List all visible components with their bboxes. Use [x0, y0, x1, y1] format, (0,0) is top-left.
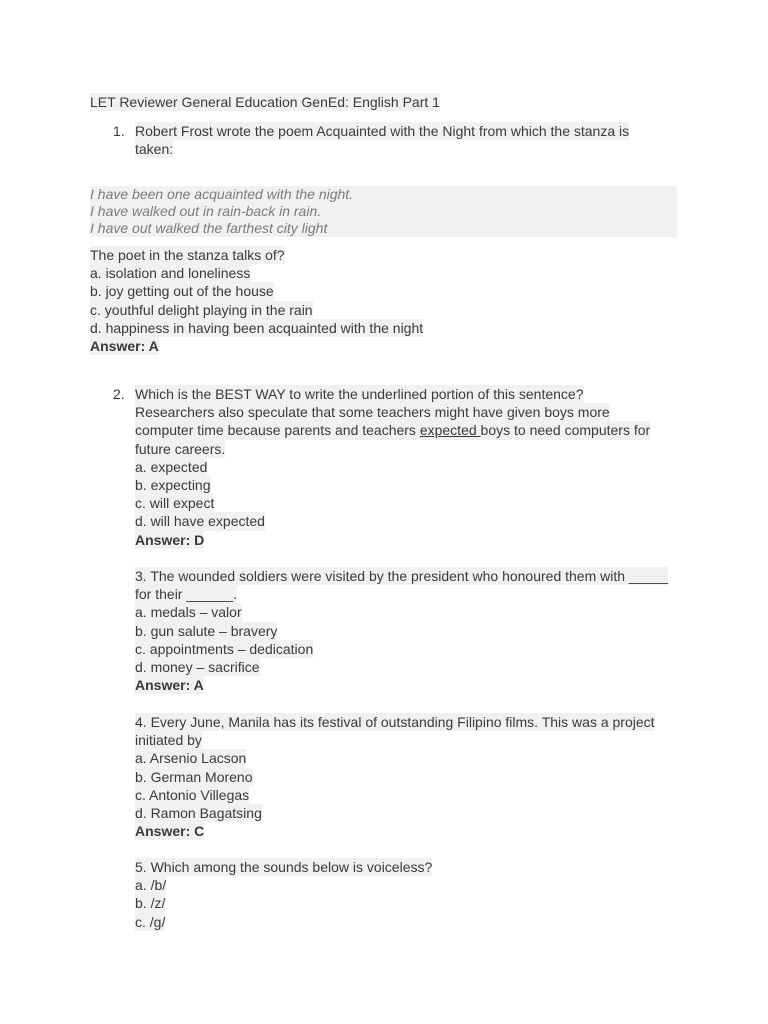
q1-option: a. isolation and loneliness: [90, 265, 251, 282]
q2-underlined-portion: expected: [419, 422, 481, 439]
q3-option: c. appointments – dedication: [135, 640, 314, 657]
q1-body: [90, 246, 423, 355]
q1-text-line: Robert Frost wrote the poem Acquainted with the Night from which the stanza is: [135, 123, 630, 139]
q4-option: c. Antonio Villegas: [135, 786, 250, 803]
q4-answer: Answer: C: [135, 823, 205, 840]
poem-line: I have walked out in rain-back in rain.: [90, 203, 322, 219]
q4-text-line: 4. Every June, Manila has its festival of outstanding Filipino films. This was a project: [135, 714, 655, 730]
q5-option: a. /b/: [135, 877, 167, 894]
q2-text-line: future careers.: [135, 440, 226, 457]
q2-text-line: Which is the BEST WAY to write the underlined portion of this sentence?: [135, 386, 584, 402]
q2-body: [135, 385, 650, 549]
q2-text-line: [135, 421, 650, 439]
q1-prompt: The poet in the stanza talks of?: [90, 247, 285, 263]
q1-option: c. youthful delight playing in the rain: [90, 301, 313, 318]
q2-answer: Answer: D: [135, 531, 205, 548]
poem-line: I have been one acquainted with the night.: [90, 186, 354, 202]
q4-body: [135, 713, 655, 840]
q3-option: b. gun salute – bravery: [135, 622, 278, 639]
q1-poem-stanza: [90, 186, 677, 237]
document-title: LET Reviewer General Education GenEd: English Part 1: [90, 94, 440, 110]
q4-option: d. Ramon Bagatsing: [135, 805, 262, 822]
q5-option: b. /z/: [135, 895, 166, 912]
q4-option: a. Arsenio Lacson: [135, 750, 247, 767]
q2-option: b. expecting: [135, 477, 211, 494]
q3-text-line: for their ______.: [135, 586, 237, 603]
q2-option: a. expected: [135, 458, 208, 475]
q3-answer: Answer: A: [135, 677, 204, 694]
q3-option: a. medals – valor: [135, 604, 242, 621]
q3-text-line: 3. The wounded soldiers were visited by the president who honoured them with _____: [135, 568, 668, 584]
q1-option: b. joy getting out of the house: [90, 283, 274, 300]
poem-line: I have out walked the farthest city light: [90, 220, 328, 236]
q2-text-line: Researchers also speculate that some teachers might have given boys more: [135, 404, 610, 421]
q2-number: 2.: [113, 386, 125, 402]
q1-number: 1.: [113, 123, 125, 139]
q1-answer: Answer: A: [90, 338, 159, 355]
q3-body: [135, 567, 668, 694]
q4-text-line: initiated by: [135, 732, 202, 749]
q2-option: d. will have expected: [135, 513, 265, 530]
q2-text-before: computer time because parents and teachers: [135, 422, 420, 439]
q4-option: b. German Moreno: [135, 768, 253, 785]
q5-option: c. /g/: [135, 913, 166, 930]
q5-body: [135, 858, 432, 931]
q3-option: d. money – sacrifice: [135, 659, 260, 676]
q1-text-line: taken:: [135, 141, 174, 158]
q2-option: c. will expect: [135, 495, 215, 512]
q1-option: d. happiness in having been acquainted with the night: [90, 319, 424, 336]
q1-question-text: [135, 122, 629, 158]
q2-text-after: boys to need computers for: [480, 422, 651, 439]
q5-text-line: 5. Which among the sounds below is voiceless?: [135, 859, 433, 875]
